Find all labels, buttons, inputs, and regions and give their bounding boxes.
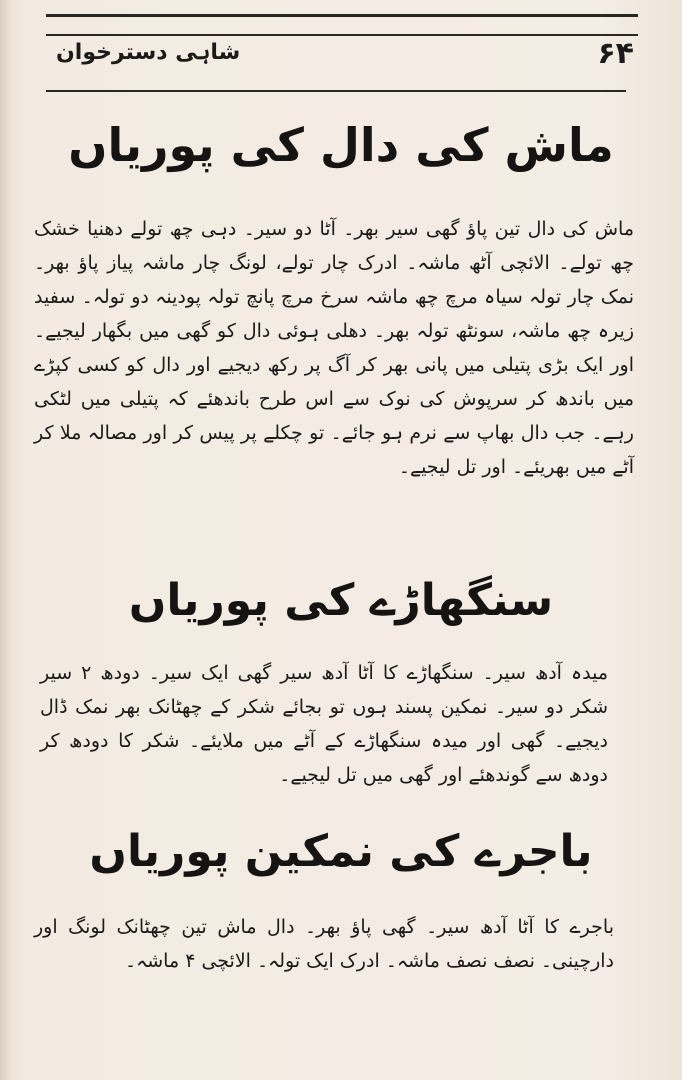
section-body-singhara-puri: میدہ آدھ سیر۔ سنگھاڑے کا آٹا آدھ سیر گھی ایک سیر۔ دودھ ۲ سیر شکر دو سیر۔ نمکین پسند ہوں تو بجائے شکر کے چھٹانک بھر نمک ڈال دیجیے۔ گھی اور میدہ سنگھاڑے کے آٹے میں ملایئے۔ شکر کا دودھ کر دودھ سے گوندھئے اور گھی میں تل لیجیے۔ [40,662,608,786]
header-rule-top [46,14,638,17]
section-body-bajra-puri: باجرے کا آٹا آدھ سیر۔ گھی پاؤ بھر۔ دال ماش تین چھٹانک لونگ اور دارچینی۔ نصف نصف ماشہ۔ ادرک ایک تولہ۔ الائچی ۴ ماشہ۔ [34,916,614,972]
running-title: شاہی دسترخوان [56,40,241,65]
section-heading-singhara-puri: سنگھاڑے کی پوریاں [128,575,554,626]
section-body-mash-dal-puri: ماش کی دال تین پاؤ گھی سیر بھر۔ آٹا دو سیر۔ دہی چھ تولے دھنیا خشک چھ تولے۔ الائچی آٹھ ماشہ۔ ادرک چار تولے، لونگ چار ماشہ پیاز پاؤ بھر۔ نمک چار تولہ سیاہ مرچ چھ ماشہ سرخ مرچ پانچ تولہ پودینہ دو تولہ۔ سفید زیرہ چھ ماشہ، سونٹھ تولہ بھر۔ دھلی ہوئی دال کو گھی میں بگھار لیجیے۔ اور ایک بڑی پتیلی میں پانی بھر کر آگ پر رکھ دیجیے اور دال کو کسی کپڑے میں باندھ کر سرپوش کی نوک سے اس طرح باندھئے کہ پتیلی میں لٹکی رہے۔ جب دال بھاپ سے نرم ہو جائے۔ تو چکلے پر پیس کر اور مصالہ ملا کر آٹے میں بھریئے۔ اور تل لیجیے۔ [34,218,634,478]
page-header [46,36,638,84]
section-heading-mash-dal-puri: ماش کی دال کی پوریاں [68,118,614,172]
section-heading-bajra-puri: باجرے کی نمکین پوریاں [89,826,593,877]
page-number: ۶۴ [597,36,634,71]
header-rule-bottom [46,90,626,92]
header-rule-second [46,34,638,36]
